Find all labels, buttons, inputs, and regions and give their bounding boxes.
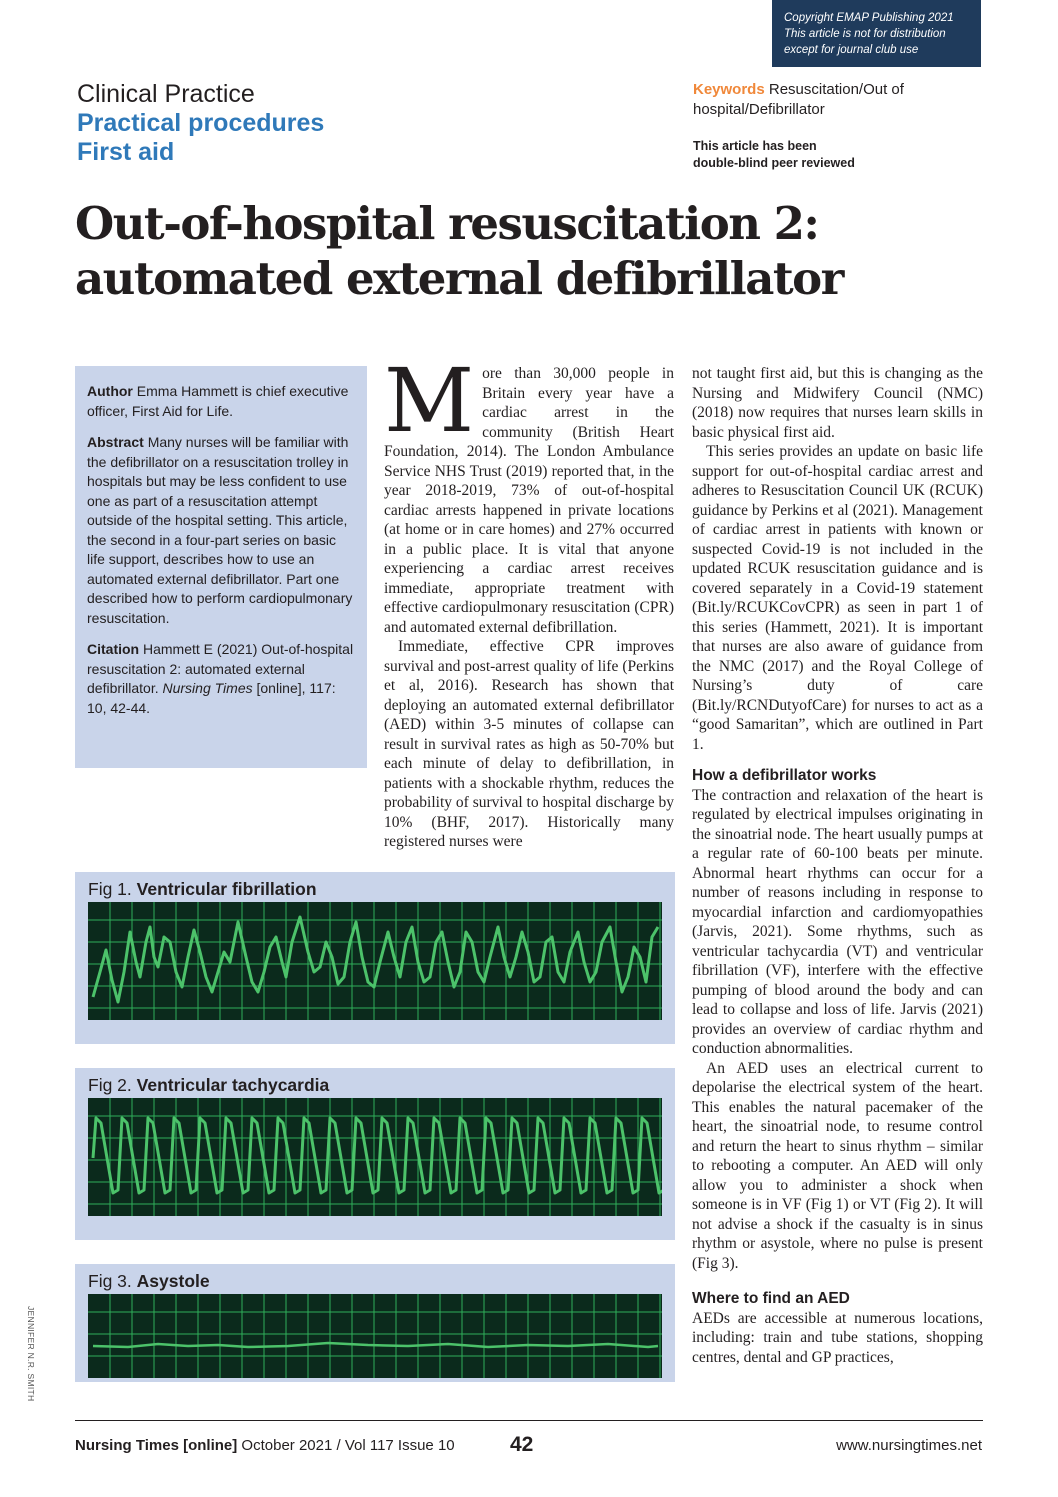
- author-info: [87, 382, 355, 421]
- citation-journal: Nursing Times: [162, 680, 253, 696]
- peer-review-note: [693, 138, 953, 172]
- copyright-line: This article is not for distribution: [784, 28, 946, 40]
- footer-issue: October 2021 / Vol 117 Issue 10: [241, 1437, 455, 1454]
- abstract-label: Abstract: [87, 434, 144, 450]
- footer-divider: [75, 1420, 983, 1421]
- abstract-panel: [75, 366, 367, 768]
- figure-ventricular-fibrillation: [75, 872, 675, 1044]
- figure-asystole: [75, 1264, 675, 1382]
- keywords-label: Keywords: [693, 81, 765, 98]
- body-column-middle: [384, 349, 674, 852]
- section-heading: How a defibrillator works: [692, 767, 877, 784]
- figure-caption: Fig 2. Ventricular tachycardia: [88, 1075, 330, 1095]
- drop-cap: M: [384, 349, 475, 452]
- article-title-line: automated external defibrillator: [75, 252, 843, 305]
- abstract-info: [87, 433, 355, 628]
- page-number: 42: [510, 1433, 534, 1456]
- body-paragraph: More than 30,000 people in Britain every year have a cardiac arrest in the community (British Heart Foundation, 2014). The London Ambulance Service NHS Trust (2019) reported that, in the year 2018-2019, 73% of out-of-hospital cardiac arrests happened in private locations (at home or in care homes) and 27% occurred in a public place. It is vital that anyone experiencing a cardiac arrest receives immediate, appropriate treatment with effective cardiopulmonary resuscitation (CPR) and automated external defibrillation.: [384, 349, 674, 636]
- section-subcategory: Practical procedures: [77, 109, 325, 137]
- body-paragraph: not taught first aid, but this is changing as the Nursing and Midwifery Council (NMC) (2018) now requires that nurses learn skills in basic physical first aid.: [692, 365, 983, 441]
- keywords: [693, 80, 953, 120]
- copyright-line: except for journal club use: [784, 44, 919, 56]
- ecg-strip-vt: [88, 1098, 662, 1216]
- body-paragraph: The contraction and relaxation of the heart is regulated by electrical impulses originating in the sinoatrial node. The heart usually pumps at a regular rate of 60-100 beats per minute. Abnormal heart rhythms can occur for a number of reasons including in response to myocardial infarction and cardiomyopathies (Jarvis, 2021). Some rhythms, such as ventricular tachycardia (VT) and ventricular fibrillation (VF), interfere with the effective pumping of blood around the body and can lead to collapse and loss of life. Jarvis (2021) provides an overview of cardiac rhythm and conduction abnormalities.: [692, 786, 983, 1057]
- footer-journal-info: [75, 1437, 455, 1454]
- citation-text: Hammett E (2021) Out-of-hospital resuscitation 2: automated external defibrillator.: [87, 641, 354, 696]
- ecg-strip-vf: [88, 902, 662, 1020]
- citation-info: [87, 640, 355, 718]
- footer-journal: Nursing Times [online]: [75, 1437, 238, 1454]
- author-text: Emma Hammett is chief executive officer, First Aid for Life.: [87, 383, 349, 419]
- peer-review-line: double-blind peer reviewed: [693, 156, 855, 170]
- figure-ventricular-tachycardia: [75, 1068, 675, 1240]
- footer-url: www.nursingtimes.net: [836, 1437, 982, 1454]
- section-subcategory: First aid: [77, 138, 175, 166]
- citation-label: Citation: [87, 641, 140, 657]
- section-category: Clinical Practice: [77, 80, 255, 108]
- figure-caption: Fig 1. Ventricular fibrillation: [88, 879, 317, 899]
- author-label: Author: [87, 383, 133, 399]
- citation-volume: [online], 117: 10, 42-44.: [87, 680, 336, 716]
- copyright-line: Copyright EMAP Publishing 2021: [784, 12, 954, 24]
- keywords-text: Resuscitation/Out of hospital/Defibrillator: [693, 81, 904, 118]
- copyright-notice: [772, 0, 981, 67]
- article-title-line: Out-of-hospital resuscitation 2:: [75, 197, 819, 250]
- peer-review-line: This article has been: [693, 139, 817, 153]
- figure-caption: Fig 3. Asystole: [88, 1271, 210, 1291]
- body-paragraph: Immediate, effective CPR improves survival and post-arrest quality of life (Perkins et al, 2016). Research has shown that deploying an automated external defibrillator (AED) within 3-5 minutes of collapse can result in survival rates as high as 50-70% but each minute of delay to defibrillation, in patients with a shockable rhythm, reduces the probability of survival to hospital discharge by 10% (BHF, 2017). Historically many registered nurses were: [384, 638, 674, 850]
- photo-credit: JENNIFER N.R. SMITH: [26, 1306, 36, 1402]
- body-paragraph: This series provides an update on basic life support for out-of-hospital cardiac arrest and adheres to Resuscitation Council UK (RCUK) guidance by Perkins et al (2021). Management of cardiac arrest in patients with known or suspected Covid-19 is not included in the updated RCUK resuscitation guidance and is covered separately in a Covid-19 statement (Bit.ly/RCUKCovCPR) as seen in part 1 of this series (Hammett, 2021). It is important that nurses are also aware of guidance from the NMC (2017) and the Royal College of Nursing’s duty of care (Bit.ly/RCNDutyofCare) for nurses to act as a “good Samaritan”, which are outlined in Part 1.: [692, 443, 983, 753]
- article-title: [75, 196, 975, 306]
- section-heading: Where to find an AED: [692, 1290, 850, 1307]
- body-paragraph: AEDs are accessible at numerous locations, including: train and tube stations, shopping centres, dental and GP practices,: [692, 1309, 983, 1366]
- abstract-text: Many nurses will be familiar with the defibrillator on a resuscitation trolley in hospitals but may be less confident to use one as part of a resuscitation attempt outside of the hospital setting. This article, the second in a four-part series on basic life support, describes how to use an automated external defibrillator. Part one described how to perform cardiopulmonary resuscitation.: [87, 434, 353, 626]
- body-column-right: [692, 364, 983, 1367]
- body-paragraph: An AED uses an electrical current to depolarise the electrical system of the heart. This enables the natural pacemaker of the heart, the sinoatrial node, to resume control and return the heart to sinus rhythm – similar to rebooting a computer. An AED will only allow you to administer a shock when someone is in VF (Fig 1) or VT (Fig 2). It will not advise a shock if the casualty is in sinus rhythm or asystole, where no pulse is present (Fig 3).: [692, 1059, 983, 1272]
- ecg-strip-asystole: [88, 1294, 662, 1378]
